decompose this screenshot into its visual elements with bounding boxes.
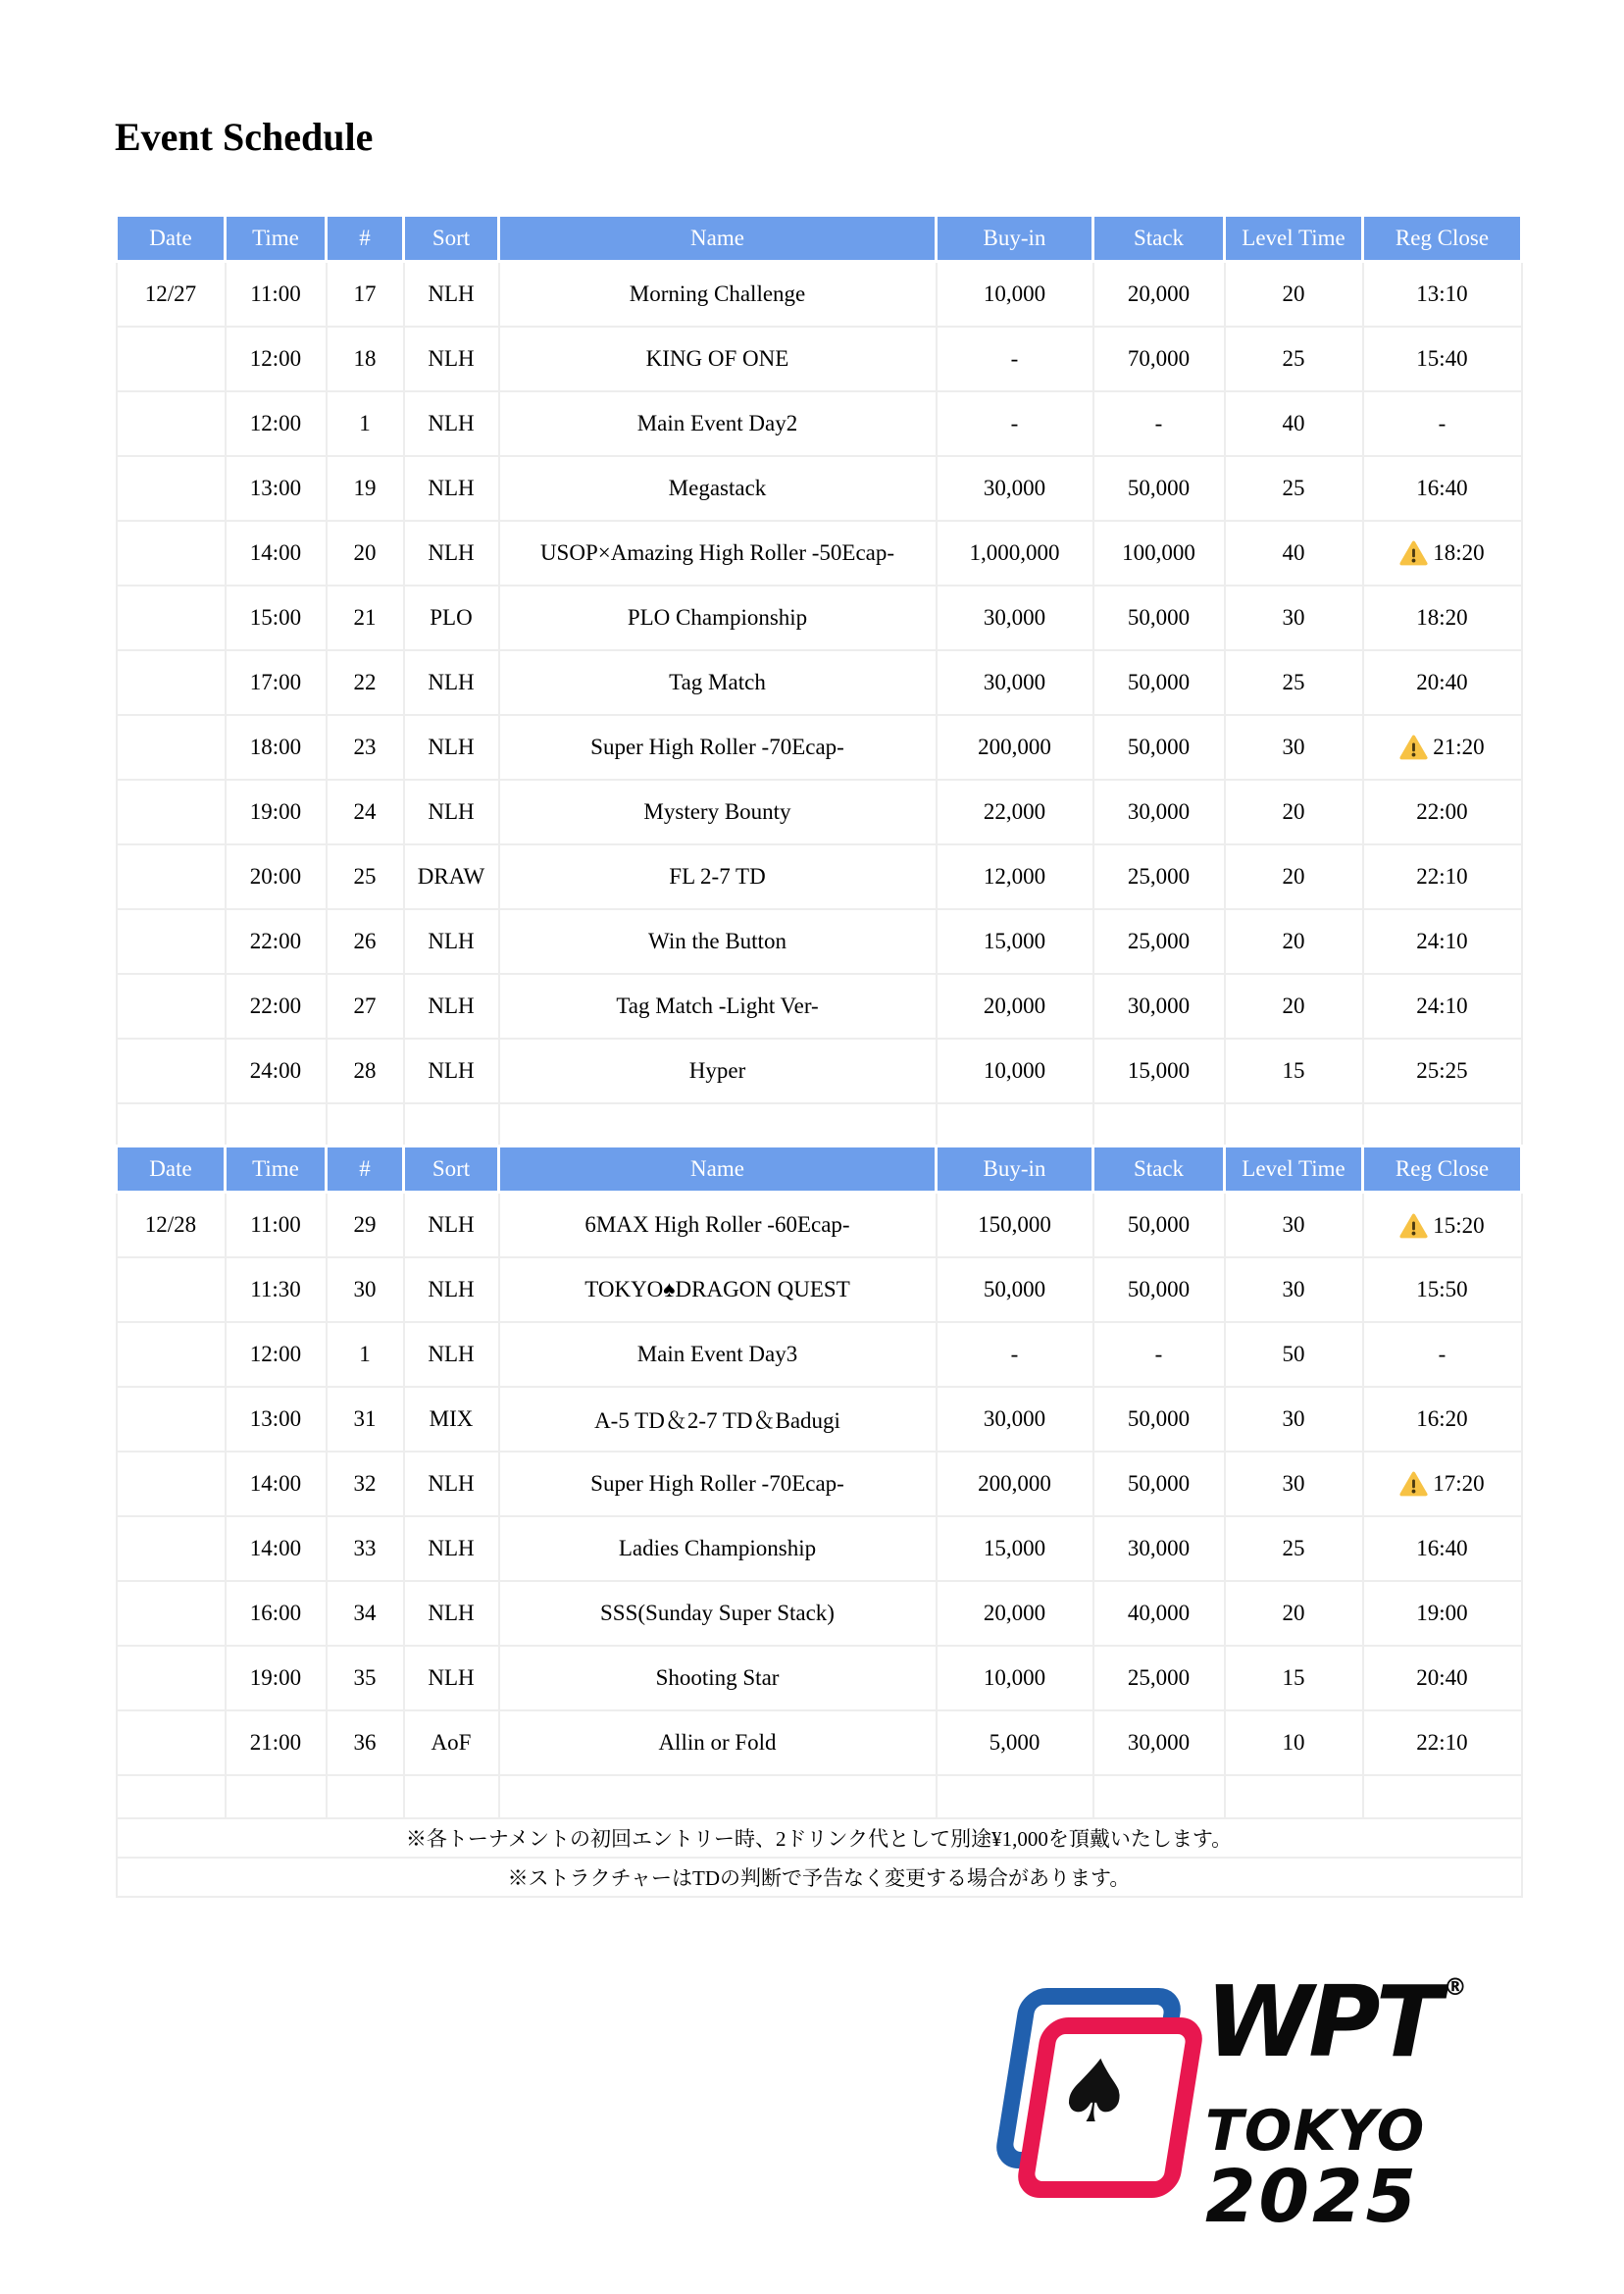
cell-reg-close: 18:20: [1363, 586, 1522, 650]
cell-reg-close: [1363, 715, 1522, 780]
cell-buyin: 20,000: [937, 1581, 1093, 1646]
cell-name: Super High Roller -70Ecap-: [499, 1452, 937, 1516]
empty-cell: [117, 1103, 226, 1147]
cell-sort: NLH: [404, 974, 499, 1039]
cell-name: Hyper: [499, 1039, 937, 1103]
cell-number: 35: [327, 1646, 404, 1710]
column-header-reg-close: Reg Close: [1363, 1147, 1522, 1193]
column-header-name: Name: [499, 216, 937, 262]
cell-sort: NLH: [404, 456, 499, 521]
cell-buyin: 15,000: [937, 1516, 1093, 1581]
cell-number: 25: [327, 844, 404, 909]
cell-level-time: 10: [1225, 1710, 1363, 1775]
cell-date: [117, 1322, 226, 1387]
empty-row: [117, 1775, 1522, 1818]
cell-time: 12:00: [226, 1322, 327, 1387]
cell-stack: 50,000: [1093, 1257, 1225, 1322]
cell-stack: 70,000: [1093, 327, 1225, 391]
cell-buyin: 20,000: [937, 974, 1093, 1039]
cell-stack: 50,000: [1093, 456, 1225, 521]
warning-icon: [1399, 735, 1428, 760]
cell-reg-close: 20:40: [1363, 650, 1522, 715]
cell-name: Mystery Bounty: [499, 780, 937, 844]
cell-date: [117, 974, 226, 1039]
cell-level-time: 30: [1225, 1387, 1363, 1452]
cell-number: 27: [327, 974, 404, 1039]
table-row: [117, 1516, 1522, 1581]
cell-reg-close: 22:10: [1363, 844, 1522, 909]
cell-date: [117, 1387, 226, 1452]
cell-date: [117, 456, 226, 521]
empty-cell: [1363, 1103, 1522, 1147]
column-header-buyin: Buy-in: [937, 1147, 1093, 1193]
empty-cell: [226, 1775, 327, 1818]
cell-stack: 100,000: [1093, 521, 1225, 586]
cell-reg-close: [1363, 521, 1522, 586]
schedule-area: [115, 214, 1521, 1898]
cell-stack: 25,000: [1093, 844, 1225, 909]
reg-close-time: 17:20: [1433, 1471, 1485, 1497]
empty-cell: [226, 1103, 327, 1147]
cell-name: Win the Button: [499, 909, 937, 974]
table-row: [117, 844, 1522, 909]
cell-stack: -: [1093, 1322, 1225, 1387]
cell-level-time: 30: [1225, 1193, 1363, 1257]
logo-year-text: 2025: [1205, 2155, 1419, 2239]
cell-sort: NLH: [404, 521, 499, 586]
cell-date: [117, 1710, 226, 1775]
cell-date: [117, 1452, 226, 1516]
cell-buyin: 30,000: [937, 586, 1093, 650]
cell-date: [117, 715, 226, 780]
cell-stack: 50,000: [1093, 715, 1225, 780]
cell-name: Ladies Championship: [499, 1516, 937, 1581]
cell-level-time: 25: [1225, 327, 1363, 391]
cell-date: [117, 391, 226, 456]
cell-reg-close: 25:25: [1363, 1039, 1522, 1103]
table-row: [117, 650, 1522, 715]
empty-cell: [404, 1775, 499, 1818]
cell-sort: NLH: [404, 780, 499, 844]
cell-number: 1: [327, 391, 404, 456]
cell-buyin: 30,000: [937, 1387, 1093, 1452]
table-row: [117, 1387, 1522, 1452]
cell-stack: 30,000: [1093, 1516, 1225, 1581]
table-row: [117, 262, 1522, 327]
cell-time: 12:00: [226, 391, 327, 456]
cell-level-time: 30: [1225, 1257, 1363, 1322]
cell-number: 33: [327, 1516, 404, 1581]
cell-buyin: 15,000: [937, 909, 1093, 974]
column-header-number: #: [327, 216, 404, 262]
cell-name: Allin or Fold: [499, 1710, 937, 1775]
column-header-sort: Sort: [404, 1147, 499, 1193]
cell-name: USOP×Amazing High Roller -50Ecap-: [499, 521, 937, 586]
cell-sort: NLH: [404, 262, 499, 327]
cell-date: [117, 1581, 226, 1646]
wpt-logo: [1005, 1964, 1515, 2239]
cell-level-time: 30: [1225, 1452, 1363, 1516]
cell-level-time: 20: [1225, 974, 1363, 1039]
cell-buyin: 50,000: [937, 1257, 1093, 1322]
cell-number: 22: [327, 650, 404, 715]
empty-row: [117, 1103, 1522, 1147]
table-row: [117, 1452, 1522, 1516]
cell-buyin: 200,000: [937, 715, 1093, 780]
column-header-sort: Sort: [404, 216, 499, 262]
cell-sort: NLH: [404, 1193, 499, 1257]
empty-cell: [499, 1103, 937, 1147]
cell-time: 12:00: [226, 327, 327, 391]
cell-sort: NLH: [404, 1039, 499, 1103]
column-header-stack: Stack: [1093, 216, 1225, 262]
cell-date: 12/27: [117, 262, 226, 327]
cell-sort: NLH: [404, 1581, 499, 1646]
table-row: [117, 780, 1522, 844]
cell-sort: NLH: [404, 650, 499, 715]
table-row: [117, 1193, 1522, 1257]
note-text: ※ストラクチャーはTDの判断で予告なく変更する場合があります。: [117, 1858, 1522, 1897]
cell-time: 14:00: [226, 1516, 327, 1581]
cell-buyin: -: [937, 1322, 1093, 1387]
cell-time: 19:00: [226, 780, 327, 844]
cell-name: KING OF ONE: [499, 327, 937, 391]
cell-reg-close: 15:40: [1363, 327, 1522, 391]
table-row: [117, 1322, 1522, 1387]
cell-stack: 20,000: [1093, 262, 1225, 327]
cell-date: [117, 780, 226, 844]
cell-number: 1: [327, 1322, 404, 1387]
schedule-table: [115, 214, 1523, 1898]
cell-stack: 30,000: [1093, 974, 1225, 1039]
table-row: [117, 391, 1522, 456]
cell-sort: NLH: [404, 1452, 499, 1516]
table-row: [117, 327, 1522, 391]
schedule-header-row: [117, 1147, 1522, 1193]
cell-level-time: 20: [1225, 262, 1363, 327]
reg-close-time: 18:20: [1433, 540, 1485, 566]
cell-reg-close: 16:40: [1363, 456, 1522, 521]
cell-level-time: 30: [1225, 715, 1363, 780]
cell-date: 12/28: [117, 1193, 226, 1257]
cell-reg-close: -: [1363, 391, 1522, 456]
table-row: [117, 1257, 1522, 1322]
warning-icon: [1399, 540, 1428, 566]
column-header-date: Date: [117, 1147, 226, 1193]
cell-name: 6MAX High Roller -60Ecap-: [499, 1193, 937, 1257]
cell-buyin: -: [937, 327, 1093, 391]
cell-stack: 50,000: [1093, 650, 1225, 715]
cell-level-time: 40: [1225, 391, 1363, 456]
cell-sort: NLH: [404, 1516, 499, 1581]
cell-level-time: 20: [1225, 780, 1363, 844]
cell-time: 11:00: [226, 262, 327, 327]
cell-time: 11:00: [226, 1193, 327, 1257]
column-header-date: Date: [117, 216, 226, 262]
cell-sort: NLH: [404, 327, 499, 391]
cell-level-time: 25: [1225, 456, 1363, 521]
cell-level-time: 40: [1225, 521, 1363, 586]
cell-date: [117, 650, 226, 715]
empty-cell: [937, 1775, 1093, 1818]
cell-stack: 30,000: [1093, 780, 1225, 844]
cell-sort: NLH: [404, 1646, 499, 1710]
column-header-stack: Stack: [1093, 1147, 1225, 1193]
cell-date: [117, 1039, 226, 1103]
column-header-reg-close: Reg Close: [1363, 216, 1522, 262]
cell-reg-close: 16:20: [1363, 1387, 1522, 1452]
cell-sort: MIX: [404, 1387, 499, 1452]
cell-number: 29: [327, 1193, 404, 1257]
cell-time: 11:30: [226, 1257, 327, 1322]
column-header-level-time: Level Time: [1225, 1147, 1363, 1193]
cell-reg-close: 22:10: [1363, 1710, 1522, 1775]
empty-cell: [404, 1103, 499, 1147]
cell-sort: NLH: [404, 715, 499, 780]
cell-time: 14:00: [226, 1452, 327, 1516]
cell-buyin: 10,000: [937, 1646, 1093, 1710]
column-header-time: Time: [226, 1147, 327, 1193]
cell-level-time: 25: [1225, 1516, 1363, 1581]
cell-reg-close: [1363, 1193, 1522, 1257]
cell-level-time: 25: [1225, 650, 1363, 715]
cell-number: 21: [327, 586, 404, 650]
reg-close-time: 21:20: [1433, 735, 1485, 760]
cell-number: 31: [327, 1387, 404, 1452]
cell-sort: DRAW: [404, 844, 499, 909]
cell-date: [117, 909, 226, 974]
cell-buyin: 10,000: [937, 262, 1093, 327]
cell-number: 28: [327, 1039, 404, 1103]
table-row: [117, 456, 1522, 521]
cell-stack: 50,000: [1093, 586, 1225, 650]
cell-stack: 50,000: [1093, 1452, 1225, 1516]
table-row: [117, 974, 1522, 1039]
cell-name: A-5 TD＆2-7 TD＆Badugi: [499, 1387, 937, 1452]
cell-buyin: 5,000: [937, 1710, 1093, 1775]
cell-number: 26: [327, 909, 404, 974]
table-row: [117, 1581, 1522, 1646]
cell-number: 32: [327, 1452, 404, 1516]
table-row: [117, 715, 1522, 780]
cell-buyin: 1,000,000: [937, 521, 1093, 586]
cell-sort: NLH: [404, 909, 499, 974]
logo-wpt-word: WPT: [1205, 1964, 1438, 2079]
cell-name: TOKYO♠DRAGON QUEST: [499, 1257, 937, 1322]
cell-time: 13:00: [226, 1387, 327, 1452]
logo-wpt-text: [1205, 1964, 1467, 2096]
cell-time: 13:00: [226, 456, 327, 521]
registered-trademark-icon: ®: [1443, 1973, 1467, 2001]
empty-cell: [937, 1103, 1093, 1147]
column-header-name: Name: [499, 1147, 937, 1193]
cell-level-time: 50: [1225, 1322, 1363, 1387]
table-row: [117, 1646, 1522, 1710]
cell-reg-close: 22:00: [1363, 780, 1522, 844]
cell-level-time: 20: [1225, 844, 1363, 909]
cell-sort: AoF: [404, 1710, 499, 1775]
cell-number: 24: [327, 780, 404, 844]
cell-buyin: 30,000: [937, 456, 1093, 521]
cell-buyin: 10,000: [937, 1039, 1093, 1103]
cell-time: 18:00: [226, 715, 327, 780]
cell-date: [117, 586, 226, 650]
cell-stack: 25,000: [1093, 1646, 1225, 1710]
cell-number: 19: [327, 456, 404, 521]
cell-time: 20:00: [226, 844, 327, 909]
empty-cell: [327, 1775, 404, 1818]
cell-date: [117, 844, 226, 909]
cell-number: 23: [327, 715, 404, 780]
cell-reg-close: -: [1363, 1322, 1522, 1387]
cell-name: SSS(Sunday Super Stack): [499, 1581, 937, 1646]
cell-date: [117, 1516, 226, 1581]
cell-name: Morning Challenge: [499, 262, 937, 327]
cell-number: 30: [327, 1257, 404, 1322]
empty-cell: [1363, 1775, 1522, 1818]
column-header-number: #: [327, 1147, 404, 1193]
cell-time: 17:00: [226, 650, 327, 715]
note-text: ※各トーナメントの初回エントリー時、2ドリンク代として別途¥1,000を頂戴いたします。: [117, 1818, 1522, 1858]
cell-time: 22:00: [226, 974, 327, 1039]
cell-stack: 50,000: [1093, 1193, 1225, 1257]
cell-level-time: 30: [1225, 586, 1363, 650]
cell-reg-close: 20:40: [1363, 1646, 1522, 1710]
cell-date: [117, 1257, 226, 1322]
cell-date: [117, 521, 226, 586]
cell-time: 19:00: [226, 1646, 327, 1710]
cell-name: Tag Match: [499, 650, 937, 715]
cell-time: 24:00: [226, 1039, 327, 1103]
cell-time: 16:00: [226, 1581, 327, 1646]
logo-text: [1205, 1964, 1467, 2239]
cell-reg-close: 24:10: [1363, 974, 1522, 1039]
cell-sort: NLH: [404, 1322, 499, 1387]
cell-buyin: 22,000: [937, 780, 1093, 844]
column-header-buyin: Buy-in: [937, 216, 1093, 262]
cell-sort: NLH: [404, 391, 499, 456]
table-row: [117, 521, 1522, 586]
cell-buyin: -: [937, 391, 1093, 456]
cell-stack: 50,000: [1093, 1387, 1225, 1452]
cell-name: Super High Roller -70Ecap-: [499, 715, 937, 780]
cell-reg-close: 24:10: [1363, 909, 1522, 974]
cell-name: FL 2-7 TD: [499, 844, 937, 909]
cell-name: Megastack: [499, 456, 937, 521]
reg-close-time: 15:20: [1433, 1212, 1485, 1238]
cell-level-time: 20: [1225, 1581, 1363, 1646]
cell-number: 18: [327, 327, 404, 391]
cell-buyin: 150,000: [937, 1193, 1093, 1257]
empty-cell: [1093, 1775, 1225, 1818]
cell-level-time: 20: [1225, 909, 1363, 974]
cell-time: 21:00: [226, 1710, 327, 1775]
cell-stack: 30,000: [1093, 1710, 1225, 1775]
cell-reg-close: 15:50: [1363, 1257, 1522, 1322]
table-row: [117, 586, 1522, 650]
cell-level-time: 15: [1225, 1646, 1363, 1710]
empty-cell: [499, 1775, 937, 1818]
logo-tokyo-text: TOKYO: [1205, 2099, 1426, 2164]
column-header-level-time: Level Time: [1225, 216, 1363, 262]
cell-reg-close: [1363, 1452, 1522, 1516]
cell-stack: 40,000: [1093, 1581, 1225, 1646]
column-header-time: Time: [226, 216, 327, 262]
cell-reg-close: 16:40: [1363, 1516, 1522, 1581]
empty-cell: [117, 1775, 226, 1818]
cell-stack: 15,000: [1093, 1039, 1225, 1103]
cell-time: 15:00: [226, 586, 327, 650]
cell-date: [117, 327, 226, 391]
cell-time: 22:00: [226, 909, 327, 974]
empty-cell: [1093, 1103, 1225, 1147]
cell-buyin: 12,000: [937, 844, 1093, 909]
cell-sort: NLH: [404, 1257, 499, 1322]
cell-level-time: 15: [1225, 1039, 1363, 1103]
note-row-2: [117, 1858, 1522, 1897]
warning-icon: [1399, 1213, 1428, 1239]
cell-buyin: 30,000: [937, 650, 1093, 715]
cell-reg-close: 13:10: [1363, 262, 1522, 327]
cell-name: Shooting Star: [499, 1646, 937, 1710]
cell-number: 20: [327, 521, 404, 586]
cell-number: 36: [327, 1710, 404, 1775]
cell-name: Main Event Day2: [499, 391, 937, 456]
cell-name: PLO Championship: [499, 586, 937, 650]
cell-name: Tag Match -Light Ver-: [499, 974, 937, 1039]
note-row-1: [117, 1818, 1522, 1858]
table-row: [117, 909, 1522, 974]
warning-icon: [1399, 1471, 1428, 1497]
cell-name: Main Event Day3: [499, 1322, 937, 1387]
cell-stack: 25,000: [1093, 909, 1225, 974]
schedule-header-row: [117, 216, 1522, 262]
cell-sort: PLO: [404, 586, 499, 650]
cell-stack: -: [1093, 391, 1225, 456]
empty-cell: [1225, 1103, 1363, 1147]
cell-number: 34: [327, 1581, 404, 1646]
cell-reg-close: 19:00: [1363, 1581, 1522, 1646]
cell-number: 17: [327, 262, 404, 327]
empty-cell: [1225, 1775, 1363, 1818]
table-row: [117, 1039, 1522, 1103]
page-title: Event Schedule: [115, 115, 374, 159]
empty-cell: [327, 1103, 404, 1147]
spade-icon: ♠: [1048, 2041, 1142, 2142]
cell-date: [117, 1646, 226, 1710]
cell-time: 14:00: [226, 521, 327, 586]
table-row: [117, 1710, 1522, 1775]
cell-buyin: 200,000: [937, 1452, 1093, 1516]
